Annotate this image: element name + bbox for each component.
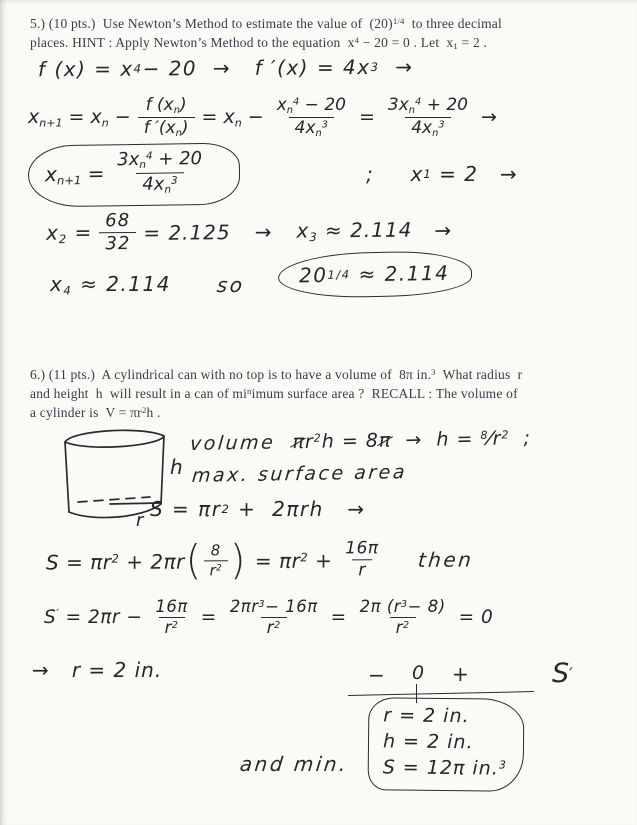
newton-lhs: $x_{n+1} = x_n$ −: [28, 105, 131, 130]
s-expand-rhs: = $\pi r^2$ +: [254, 547, 333, 573]
sign-plus: +: [452, 662, 469, 686]
newton-equals: =: [358, 106, 375, 129]
sign-minus: −: [368, 663, 385, 687]
s-expand-lhs: $S = \pi r^2 + 2\pi r$: [45, 549, 185, 574]
answer-radius: r = 2 in.: [383, 704, 470, 728]
fraction-68-over-32: $\frac{68}{32}$: [99, 211, 136, 255]
x2-lhs: $x_2$ =: [45, 220, 93, 247]
surface-expanded-line: [46, 537, 474, 585]
then-word: then: [416, 547, 475, 572]
struck-pi: π: [378, 429, 392, 452]
arrow: →: [254, 219, 273, 244]
fraction-f-over-fprime: $\frac{f (x_n)}{f '(x_n)}$: [138, 96, 195, 139]
answer-height: h = 2 in.: [382, 730, 474, 754]
right-paren: ): [230, 536, 247, 585]
newton-arrow: →: [480, 106, 497, 129]
cylinder-right-side: [161, 436, 164, 504]
eq1: =: [200, 607, 217, 629]
fraction-2pi-r3-minus-8: $\frac{2\pi (r^3- 8)}{r^2}$: [359, 597, 446, 638]
volume-equation-line: [190, 427, 531, 455]
circled-final-answers-p6: [368, 697, 525, 791]
struck-pi: π: [292, 430, 306, 454]
x3-value: $x_3 \approx 2.114$: [296, 217, 413, 244]
equals-zero: = 0: [458, 607, 494, 629]
problem6-statement-line1: 6.) (11 pts.) A cylindrical can with no top is to have a volume of 8π in.$^3$ What radius r: [30, 367, 523, 382]
so-word: so: [215, 272, 246, 297]
fraction-3xn4-plus-20: $\frac{3x_n^4 + 20}{4x_n^3}$: [387, 95, 468, 139]
answer-surface: S = 12π in.$^3$: [382, 756, 507, 780]
surface-formula-line: S = πr 2 + 2πrh →: [150, 497, 366, 521]
fraction-16pi-over-r: $\frac{16\pi}{r}$: [345, 538, 379, 581]
left-paren: (: [185, 537, 202, 585]
iteration-x2-line: [46, 208, 453, 255]
fraction-boxed: $\frac{3x_n^4 + 20}{4x_n^3}$: [117, 148, 203, 196]
boxed-lhs: $x_{n+1}$ =: [44, 160, 105, 188]
cylinder-bottom-front: [69, 504, 161, 518]
sign-chart-line: [348, 691, 534, 696]
sign-zero: 0: [412, 662, 425, 684]
surface-area-note: max. surface area: [191, 461, 408, 487]
cylinder-top-ellipse: [65, 430, 164, 447]
arrow: →: [434, 217, 453, 243]
handwritten-fx-derivative-line: f (x) = x 4 − 20 → f ′(x) = 4x 3 →: [37, 54, 414, 82]
radius-label: r: [136, 510, 144, 530]
cylinder-bottom-back-dashed: [78, 497, 150, 502]
x2-value: = 2.125: [143, 219, 231, 245]
height-label: h: [170, 455, 183, 479]
iteration-x4-line: [50, 272, 245, 297]
final-answer-p5: 20 1/4 ≈ 2.114: [298, 260, 450, 288]
circled-final-answer-p5: [278, 250, 473, 298]
problem5-statement-line1: 5.) (10 pts.) Use Newton’s Method to estimate the value of $(20)^{1/4}$ to three decimal: [30, 16, 502, 31]
problem6-statement-line3: a cylinder is $V = \pi r^2h$ .: [30, 405, 161, 420]
fraction-16pi-over-r2: $\frac{16\pi}{r^2}$: [155, 597, 188, 638]
circled-newton-formula: [28, 143, 241, 208]
problem6-statement-line2: and height h will result in a can of $mi^nimum$ surface area ? RECALL : The volume of: [30, 386, 518, 401]
initial-value-note: ; x 1 = 2 →: [366, 162, 518, 186]
eq2: =: [330, 607, 347, 629]
x4-value: $x_4 \approx 2.114$: [50, 272, 171, 298]
newton-mid: = $x_n$ −: [201, 105, 264, 130]
cylinder-left-side: [65, 442, 69, 512]
volume-word: volume: [189, 431, 294, 455]
height-solved: → $h = ^8⁄r^2$ ;: [391, 427, 532, 452]
fraction-2pir3-minus-16pi: $\frac{2\pi r^3- 16\pi}{r^2}$: [229, 597, 318, 638]
volume-eq: $r^2h = 8$: [304, 429, 380, 453]
fraction-8-over-r2: $\frac{8}{r^2}$: [203, 542, 228, 579]
problem5-statement-line2: places. HINT : Apply Newton’s Method to the equation $x^4 - 20 = 0$ . Let $x_1 = 2$ .: [30, 35, 488, 52]
sprime-label: S ′: [552, 658, 573, 689]
derivative-line: [44, 598, 493, 638]
sprime-lhs: S′ = 2πr −: [44, 607, 143, 629]
radius-solution-line: → r = 2 in.: [32, 658, 163, 682]
min-note: and min.: [238, 752, 350, 776]
newton-iteration-line: [28, 96, 497, 139]
fraction-xn4-minus-20: $\frac{x_n^4 - 20}{4x_n^3}$: [276, 95, 346, 139]
